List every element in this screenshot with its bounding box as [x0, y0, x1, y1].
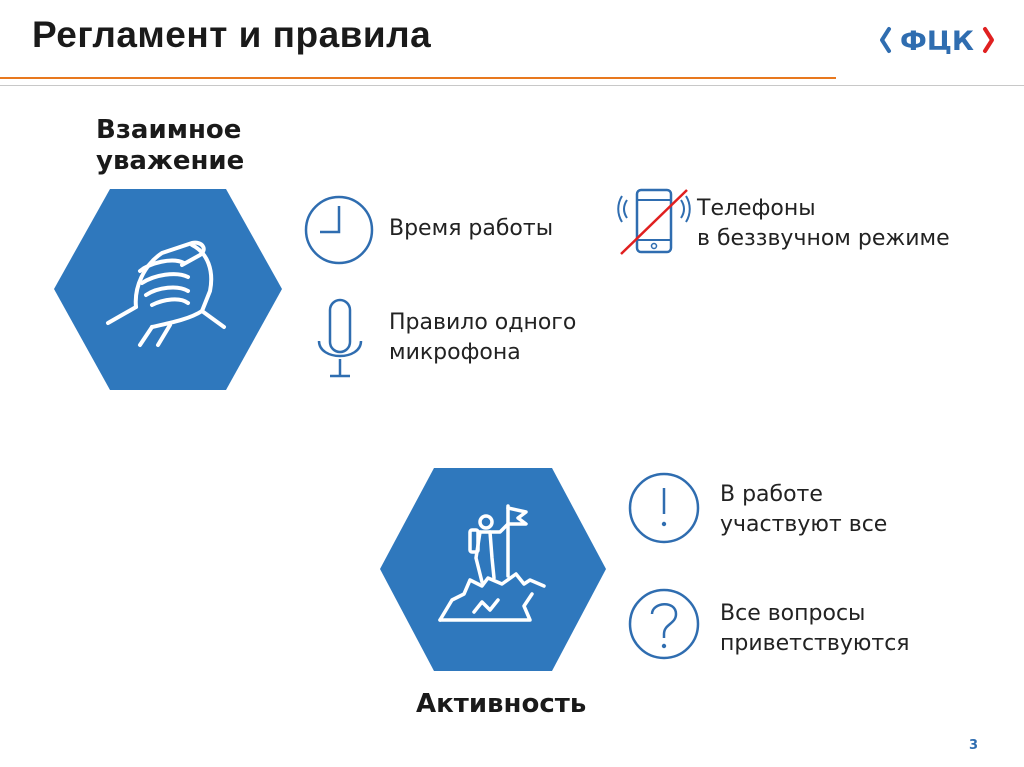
respect-hexagon	[52, 187, 284, 392]
logo-text: ФЦК	[900, 26, 974, 57]
activity-hexagon	[378, 466, 608, 673]
page-number: 3	[968, 738, 978, 753]
question-icon	[628, 586, 700, 662]
page-title: Регламент и правила	[32, 14, 432, 55]
section-title-respect: Взаимное уважение	[96, 115, 245, 176]
item-one-microphone: Правило одного микрофона	[389, 310, 577, 365]
item-working-hours: Время работы	[389, 216, 554, 241]
header-accent-rule	[0, 77, 836, 79]
section-title-activity: Активность	[416, 689, 587, 719]
fck-logo	[879, 22, 997, 58]
logo-right-chevron	[985, 29, 992, 51]
phone-silent-icon	[617, 186, 691, 258]
logo-left-chevron	[882, 29, 889, 51]
item-phones-silent: Телефоны в беззвучном режиме	[697, 196, 950, 251]
header-divider	[0, 85, 1024, 86]
microphone-icon	[316, 297, 364, 381]
exclamation-icon	[628, 470, 700, 546]
item-everyone-participates: В работе участвуют все	[720, 482, 888, 537]
clock-icon	[303, 194, 375, 266]
item-questions-welcome: Все вопросы приветствуются	[720, 601, 910, 656]
